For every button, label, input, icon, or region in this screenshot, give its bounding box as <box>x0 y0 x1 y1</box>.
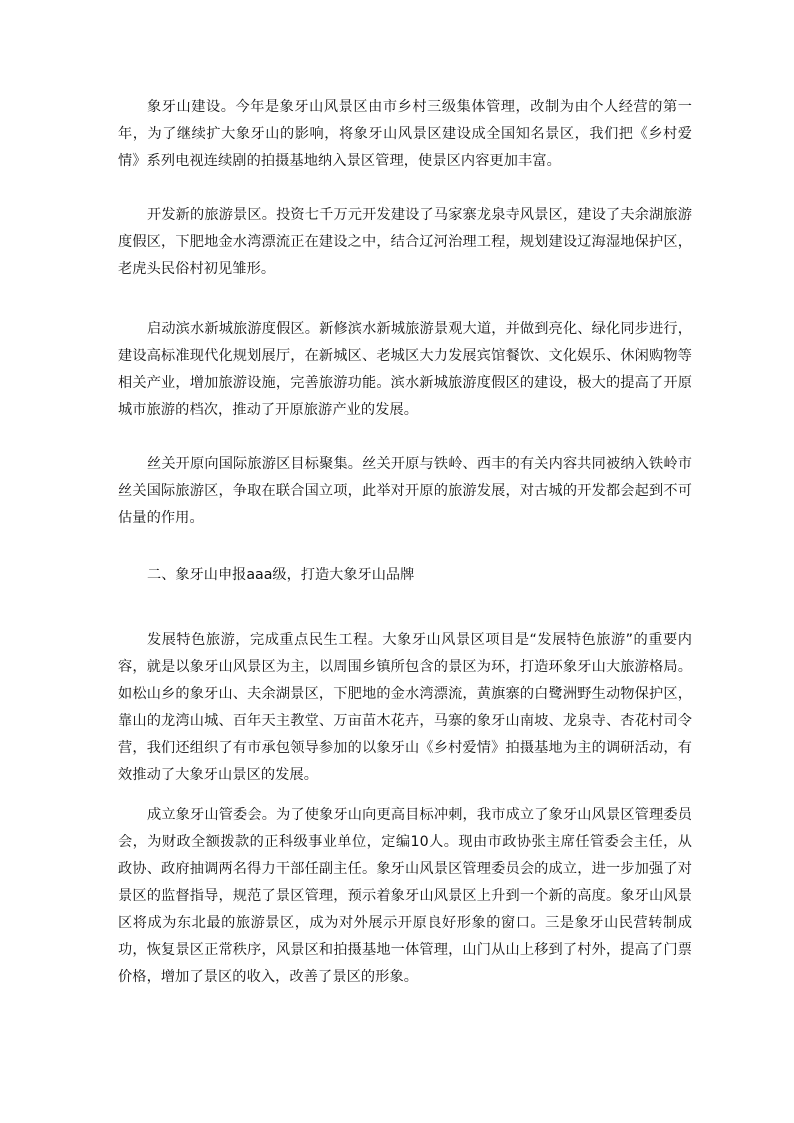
paragraph-waterfront-resort: 启动滨水新城旅游度假区。新修滨水新城旅游景观大道，并做到亮化、绿化同步进行，建设高标准现代化规划展厅，在新城区、老城区大力发展宾馆餐饮、文化娱乐、休闲购物等相关产业，增加旅游设施，完善旅游功能。滨水新城旅游度假区的建设，极大的提高了开原城市旅游的档次，推动了开原旅游产业的发展。 <box>118 321 692 418</box>
paragraph-management-committee: 成立象牙山管委会。为了使象牙山向更高目标冲刺，我市成立了象牙山风景区管理委员会，为财政全额拨款的正科级事业单位，定编10人。现由市政协张主席任管委会主任，从政协、政府抽调两名得力干部任副主任。象牙山风景区管理委员会的成立，进一步加强了对景区的监督指导，规范了景区管理，预示着象牙山风景区上升到一个新的高度。象牙山风景区将成为东北最的旅游景区，成为对外展示开原良好形象的窗口。三是象牙山民营转制成功，恢复景区正常秩序，风景区和拍摄基地一体管理，山门从山上移到了村外，提高了门票价格，增加了景区的收入，改善了景区的形象。 <box>118 807 692 985</box>
paragraph-silk-pass-tourism: 丝关开原向国际旅游区目标聚集。丝关开原与铁岭、西丰的有关内容共同被纳入铁岭市丝关国际旅游区，争取在联合国立项，此举对开原的旅游发展，对古城的开发都会起到不可估量的作用。 <box>118 456 692 526</box>
section-heading: 二、象牙山申报aaa级，打造大象牙山品牌 <box>147 567 415 583</box>
paragraph-xiangyashan-construction: 象牙山建设。今年是象牙山风景区由市乡村三级集体管理，改制为由个人经营的第一年，为了继续扩大象牙山的影响，将象牙山风景区建设成全国知名景区，我们把《乡村爱情》系列电视连续剧的拍摄基地纳入景区管理，使景区内容更加丰富。 <box>118 99 692 169</box>
paragraph-special-tourism: 发展特色旅游，完成重点民生工程。大象牙山风景区项目是“发展特色旅游”的重要内容，就是以象牙山风景区为主，以周围乡镇所包含的景区为环，打造环象牙山大旅游格局。如松山乡的象牙山、夫余湖景区，下肥地的金水湾漂流，黄旗寨的白鹭洲野生动物保护区，靠山的龙湾山城、百年天主教堂、万亩苗木花卉，马寨的象牙山南坡、龙泉寺、杏花村司令营，我们还组织了有市承包领导参加的以象牙山《乡村爱情》拍摄基地为主的调研活动，有效推动了大象牙山景区的发展。 <box>118 632 692 783</box>
paragraph-new-scenic-areas: 开发新的旅游景区。投资七千万元开发建设了马家寨龙泉寺风景区，建设了夫余湖旅游度假区，下肥地金水湾漂流正在建设之中，结合辽河治理工程，规划建设辽海湿地保护区，老虎头民俗村初见雏形。 <box>118 207 692 277</box>
